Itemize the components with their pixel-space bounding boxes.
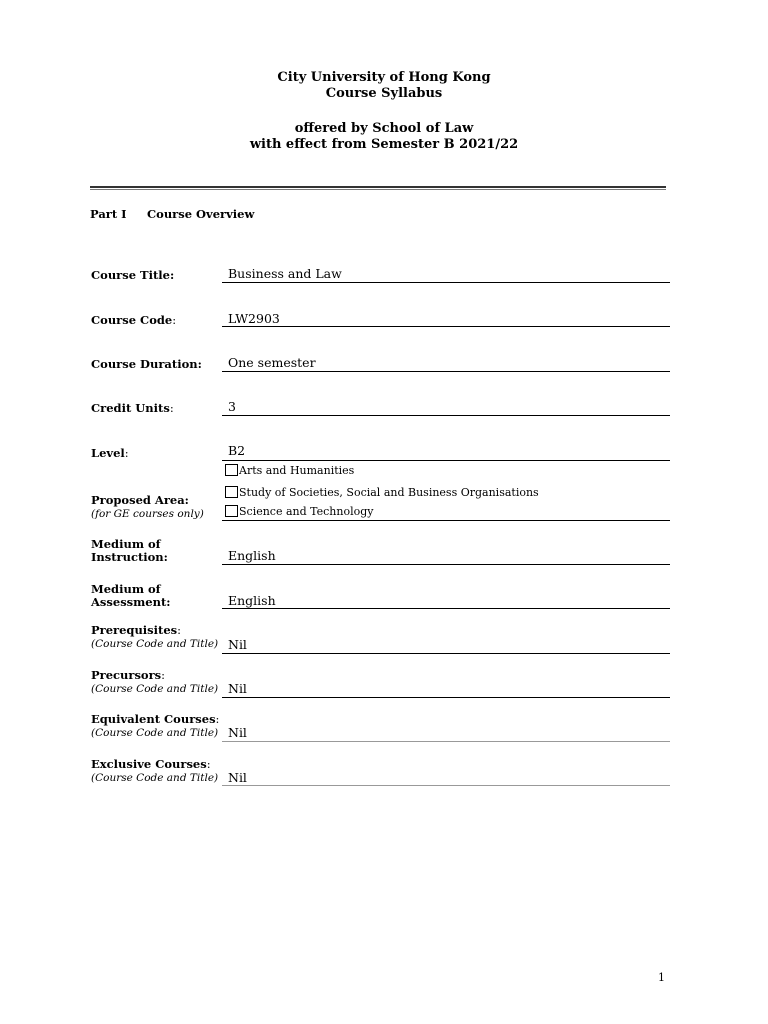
prerequisites-value: Nil bbox=[228, 637, 247, 652]
course-code-value: LW2903 bbox=[228, 311, 280, 326]
course-duration-value: One semester bbox=[228, 355, 316, 370]
proposed-area-label: Proposed Area: (for GE courses only) bbox=[91, 493, 204, 520]
page-number: 1 bbox=[658, 971, 665, 984]
credit-units-underline bbox=[222, 415, 670, 416]
exclusive-courses-value: Nil bbox=[228, 770, 247, 785]
header-divider-thin bbox=[90, 189, 666, 190]
prerequisites-label: Prerequisites: (Course Code and Title) bbox=[91, 623, 219, 650]
part-title: Course Overview bbox=[147, 207, 255, 221]
offered-by: offered by School of Law bbox=[294, 121, 474, 136]
course-duration-underline bbox=[222, 371, 670, 372]
medium-assessment-value: English bbox=[228, 593, 276, 608]
medium-instruction-label: Medium of Instruction: bbox=[91, 537, 168, 564]
equivalent-courses-value: Nil bbox=[228, 725, 247, 740]
precursors-underline bbox=[222, 697, 670, 698]
proposed-area-underline bbox=[222, 520, 670, 521]
course-title-label: Course Title: bbox=[91, 268, 175, 282]
course-title-value: Business and Law bbox=[228, 266, 342, 281]
medium-instruction-value: English bbox=[228, 548, 276, 563]
part-heading bbox=[90, 207, 254, 221]
prerequisites-underline bbox=[222, 653, 670, 654]
checkbox-icon[interactable] bbox=[225, 505, 238, 517]
medium-assessment-underline bbox=[222, 608, 670, 609]
option-study-of-societies[interactable]: Study of Societies, Social and Business Organisations bbox=[225, 486, 539, 500]
equivalent-courses-label: Equivalent Courses: (Course Code and Title) bbox=[91, 712, 220, 739]
credit-units-value: 3 bbox=[228, 399, 236, 414]
equivalent-courses-underline bbox=[222, 741, 670, 742]
effective-date: with effect from Semester B 2021/22 bbox=[249, 137, 519, 152]
course-code-underline bbox=[222, 326, 670, 327]
option-arts-humanities[interactable]: Arts and Humanities bbox=[225, 464, 354, 478]
header-divider-thick bbox=[90, 186, 666, 188]
level-label: Level: bbox=[91, 446, 129, 460]
level-underline bbox=[222, 460, 670, 461]
university-name: City University of Hong Kong bbox=[277, 70, 491, 85]
proposed-area-note: (for GE courses only) bbox=[91, 508, 204, 520]
level-value: B2 bbox=[228, 443, 246, 458]
option-science-technology[interactable]: Science and Technology bbox=[225, 505, 374, 519]
medium-assessment-label: Medium of Assessment: bbox=[91, 582, 171, 609]
part-number: Part I bbox=[90, 207, 127, 221]
checkbox-icon[interactable] bbox=[225, 486, 238, 498]
course-duration-label: Course Duration: bbox=[91, 357, 202, 371]
exclusive-courses-label: Exclusive Courses: (Course Code and Title) bbox=[91, 757, 219, 784]
medium-instruction-underline bbox=[222, 564, 670, 565]
precursors-value: Nil bbox=[228, 681, 247, 696]
precursors-label: Precursors: (Course Code and Title) bbox=[91, 668, 219, 695]
course-title-underline bbox=[222, 282, 670, 283]
credit-units-label: Credit Units: bbox=[91, 401, 174, 415]
document-type: Course Syllabus bbox=[325, 86, 443, 101]
course-code-label: Course Code: bbox=[91, 313, 177, 327]
exclusive-courses-underline bbox=[222, 785, 670, 786]
checkbox-icon[interactable] bbox=[225, 464, 238, 476]
